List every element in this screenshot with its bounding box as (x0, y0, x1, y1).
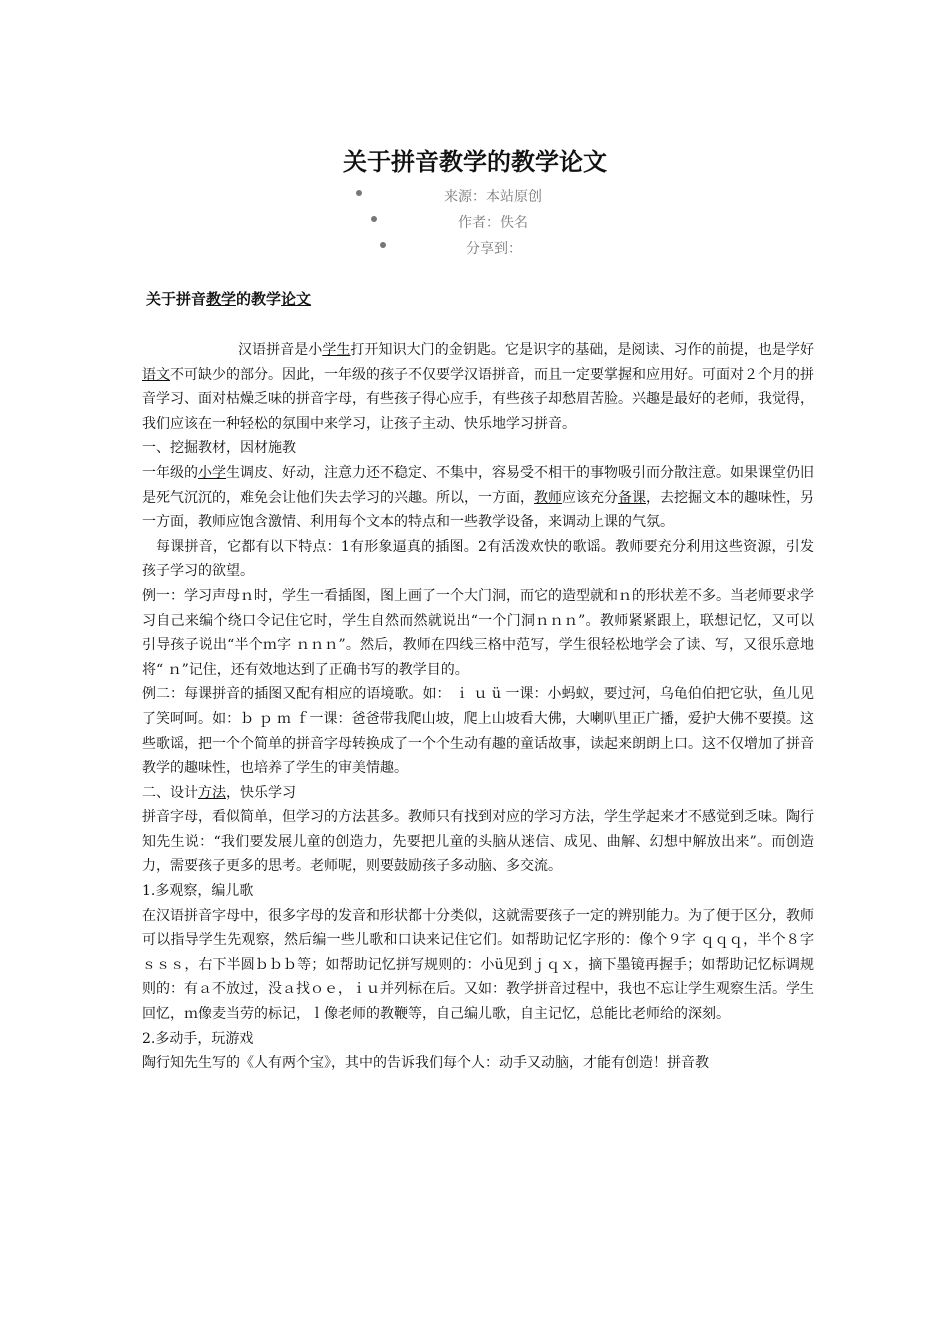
heading-link-teaching[interactable]: 教学 (206, 290, 237, 308)
meta-author-row (0, 212, 950, 238)
heading-part: 关于拼音 (146, 290, 207, 308)
paragraph-section2: 拼音字母，看似简单，但学习的方法甚多。教师只有找到对应的学习方法，学生学起来才不感觉到乏味。陶行知先生说：“我们要发展儿童的创造力，先要把儿童的头脑从迷信、成见、曲解、幻想中解放出来”。而创造力，需要孩子更多的思考。老师呢，则要鼓励孩子多动脑、多交流。 (142, 809, 814, 875)
bullet-icon (356, 190, 362, 196)
paragraph-intro (142, 338, 814, 436)
meta-source: 来源：本站原创 (444, 189, 542, 205)
paragraph-example-2: 例二：每课拼音的插图又配有相应的语境歌。如： ｉ ｕ ü 一课：小蚂蚁，要过河，乌龟伯伯把它驮，鱼儿见了笑呵呵。如：ｂ ｐ ｍ ｆ一课：爸爸带我爬山坡，爬上山坡看大佛，大喇叭里正广播，爱护大佛不要摸。这些歌谣，把一个个简单的拼音字母转换成了一个个生动有趣的童话故事，读起来朗朗上口。这不仅增加了拼音教学的趣味性，也培养了学生的审美情趣。 (142, 686, 814, 777)
text-run: 不可缺少的部分。因此，一年级的孩子不仅要学汉语拼音，而且一定要掌握和应用好。可面对２个月的拼音学习、面对枯燥乏味的拼音字母，有些孩子得心应手，有些孩子却愁眉苦脸。兴趣是最好的老师，我觉得，我们应该在一种轻松的氛围中来学习，让孩子主动、快乐地学习拼音。 (142, 366, 814, 432)
page-title: 关于拼音教学的教学论文 (343, 148, 607, 176)
link-lesson-prep[interactable]: 备课 (618, 489, 646, 506)
heading-link-paper[interactable]: 论文 (281, 290, 312, 308)
link-teacher[interactable]: 教师 (534, 489, 562, 506)
heading-part: 的教学 (236, 290, 282, 308)
bullet-icon (380, 242, 386, 248)
paragraph-features: 每课拼音，它都有以下特点：1有形象逼真的插图。2有活泼欢快的歌谣。教师要充分利用这些资源，引发孩子学习的欲望。 (142, 538, 814, 580)
meta-author: 作者：佚名 (458, 215, 528, 231)
text-run: 二、设计 (142, 784, 198, 801)
text-run: 打开知识大门的金钥匙。它是识字的基础，是阅读、习作的前提，也是学好 (350, 342, 815, 358)
text-run: 生调皮、好动，注意力还不稳定、不集中，容易受不相干的事物吸引而分散注意。如果课堂仍旧是死气沉沉的，难免会让他们失去学习的兴趣。所以，一方面， (142, 464, 814, 506)
text-run: ，快乐学习 (226, 784, 296, 801)
subheading-hands-on: 2.多动手，玩游戏 (142, 1030, 254, 1047)
text-run: 汉语拼音是小 (238, 342, 323, 358)
text-run: 一年级的 (142, 464, 198, 481)
subheading-observe: 1.多观察，编儿歌 (142, 883, 254, 900)
paragraph-hands-on: 陶行知先生写的《人有两个宝》，其中的告诉我们每个人：动手又动脑，才能有创造！拼音教 (142, 1055, 709, 1072)
text-run: ，去挖掘文本的趣味性，另一方面，教师应饱含激情、利用每个文本的特点和一些教学设备，来调动上课的气氛。 (142, 489, 814, 531)
section-heading-1: 一、挖掘教材，因材施教 (142, 440, 296, 457)
link-method[interactable]: 方法 (198, 784, 226, 801)
article-meta (0, 186, 950, 264)
meta-share-row (0, 238, 950, 264)
section-heading-2 (142, 781, 814, 806)
paragraph-section1 (142, 461, 814, 535)
bullet-icon (371, 216, 377, 222)
meta-source-row (0, 186, 950, 212)
share-label[interactable]: 分享到： (466, 241, 522, 257)
paragraph-example-1: 例一：学习声母ｎ时，学生一看插图，图上画了一个大门洞，而它的造型就和ｎ的形状差不多。当老师要求学习自己来编个绕口令记住它时，学生自然而然就说出“一个门洞ｎｎｎ”。教师紧紧跟上，联想记忆，又可以引导孩子说出“半个ｍ字 ｎｎｎ”。然后，教师在四线三格中范写，学生很轻松地学会了读、写，又很乐意地将“ ｎ”记住，还有效地达到了正确书写的教学目的。 (142, 587, 814, 678)
article-heading (146, 288, 311, 309)
link-student[interactable]: 学生 (322, 342, 351, 358)
link-primary-school[interactable]: 小学 (198, 464, 226, 481)
link-chinese[interactable]: 语文 (142, 366, 170, 383)
article-body (142, 338, 814, 1076)
paragraph-observe: 在汉语拼音字母中，很多字母的发音和形状都十分类似，这就需要孩子一定的辨别能力。为了便于区分，教师可以指导学生先观察，然后编一些儿歌和口诀来记住它们。如帮助记忆字形的：像个９字 ｑｑｑ，半个８字ｓｓｓ，右下半圆ｂｂｂ等；如帮助记忆拼写规则的：小ü见到ｊｑｘ，摘下墨镜再握手；如帮助记忆标调规则的：有ａ不放过，没ａ找ｏｅ，ｉｕ并列标在后。又如：教学拼音过程中，我也不忘让学生观察生活。学生回忆，ｍ像麦当劳的标记，ｌ像老师的教鞭等，自己编儿歌，自主记忆，总能比老师给的深刻。 (142, 907, 814, 1023)
text-run: 应该充分 (562, 489, 618, 506)
